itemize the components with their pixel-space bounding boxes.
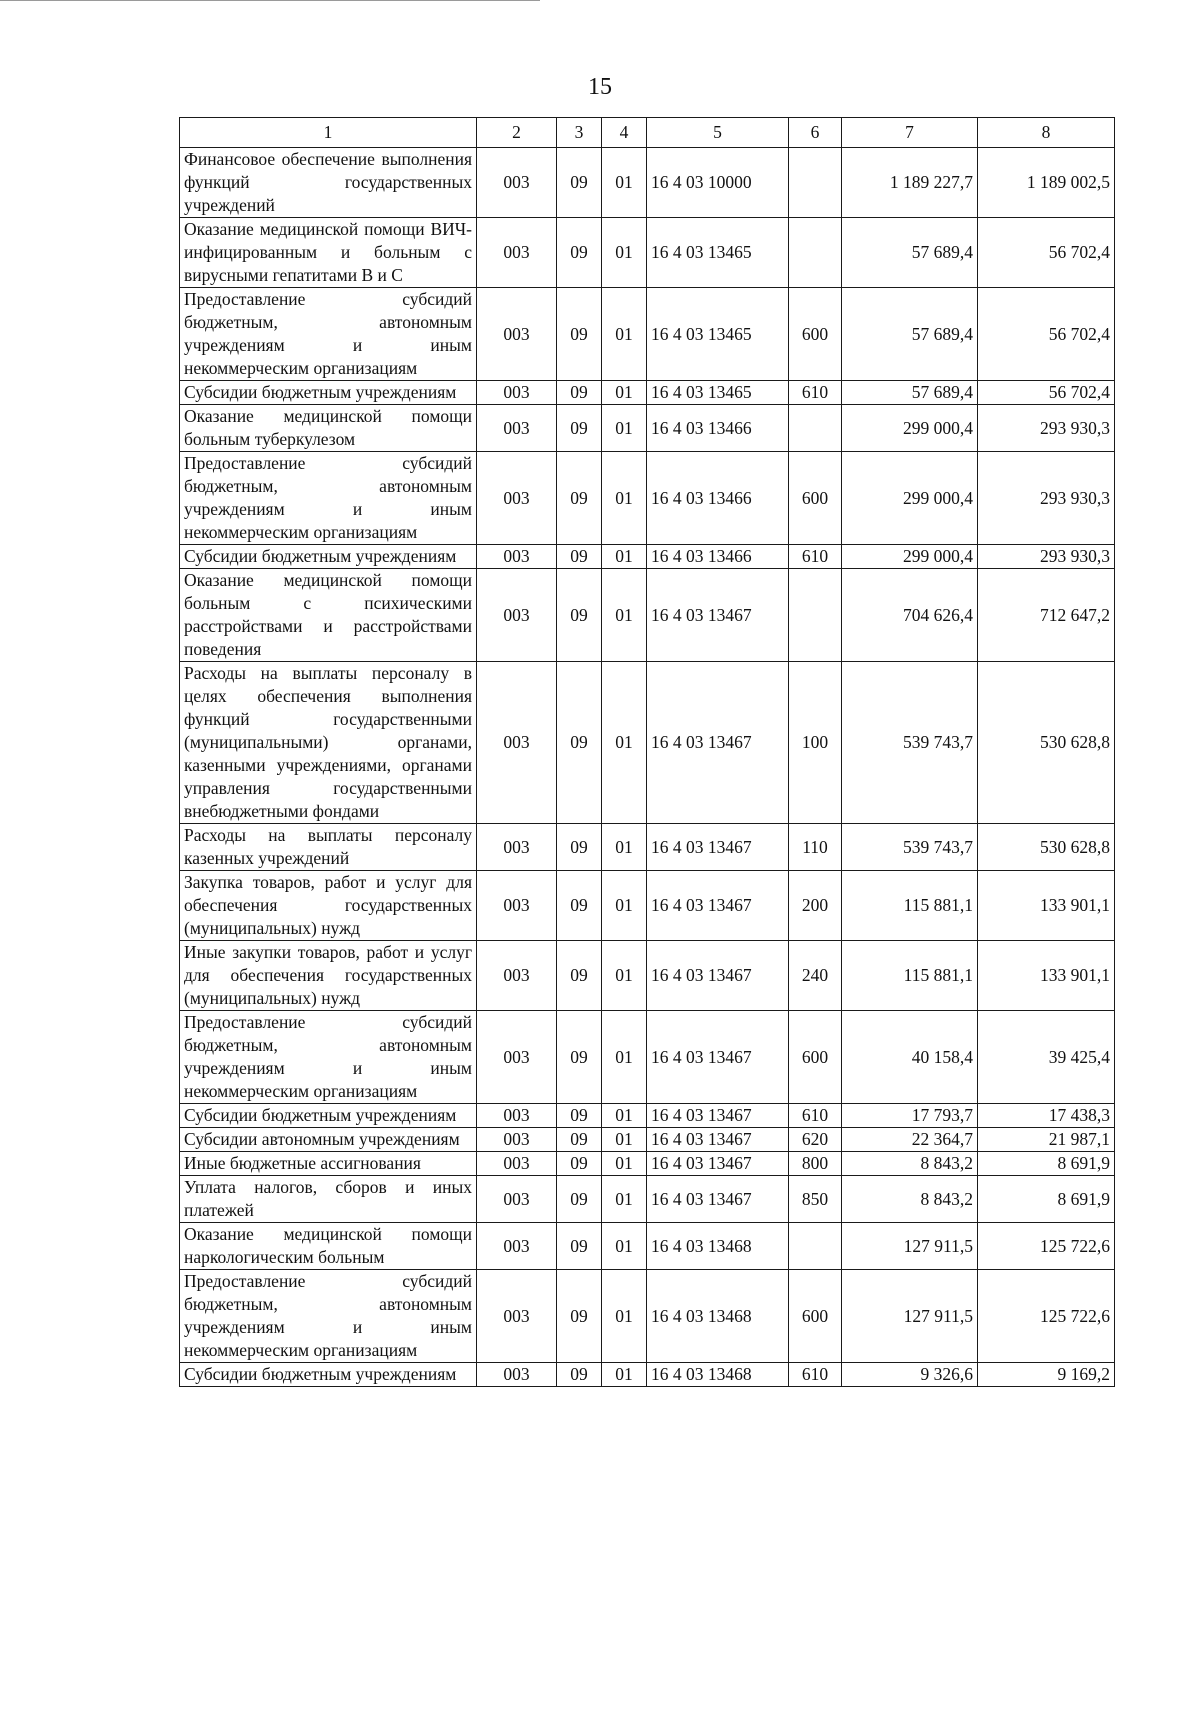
expense-type-code: 850 xyxy=(789,1176,842,1223)
section-code: 09 xyxy=(557,288,602,381)
target-article-code: 16 4 03 13465 xyxy=(647,288,789,381)
expense-type-code: 800 xyxy=(789,1152,842,1176)
ministry-code: 003 xyxy=(477,1270,557,1363)
expense-type-code xyxy=(789,148,842,218)
target-article-code: 16 4 03 13465 xyxy=(647,381,789,405)
amount-year-1: 8 843,2 xyxy=(842,1176,978,1223)
expenditure-name: Расходы на выплаты персоналу в целях обеспечения выполнения функций государственными (муниципальными) органами, казенными учреждениями, органами управления государственными внебюджетными фондами xyxy=(180,662,477,824)
expense-type-code: 200 xyxy=(789,871,842,941)
table-row xyxy=(180,1011,1115,1104)
amount-year-2: 17 438,3 xyxy=(978,1104,1115,1128)
expenditure-name: Предоставление субсидий бюджетным, автономным учреждениям и иным некоммерческим организациям xyxy=(180,452,477,545)
subsection-code: 01 xyxy=(602,1363,647,1387)
amount-year-2: 21 987,1 xyxy=(978,1128,1115,1152)
section-code: 09 xyxy=(557,1270,602,1363)
amount-year-1: 8 843,2 xyxy=(842,1152,978,1176)
amount-year-1: 115 881,1 xyxy=(842,941,978,1011)
section-code: 09 xyxy=(557,545,602,569)
expenditure-name: Субсидии бюджетным учреждениям xyxy=(180,381,477,405)
table-row xyxy=(180,1223,1115,1270)
amount-year-1: 9 326,6 xyxy=(842,1363,978,1387)
target-article-code: 16 4 03 13467 xyxy=(647,1176,789,1223)
subsection-code: 01 xyxy=(602,381,647,405)
subsection-code: 01 xyxy=(602,148,647,218)
section-code: 09 xyxy=(557,1011,602,1104)
target-article-code: 16 4 03 13466 xyxy=(647,452,789,545)
column-header: 8 xyxy=(978,118,1115,148)
ministry-code: 003 xyxy=(477,824,557,871)
ministry-code: 003 xyxy=(477,452,557,545)
table-row xyxy=(180,1176,1115,1223)
table-row xyxy=(180,871,1115,941)
ministry-code: 003 xyxy=(477,569,557,662)
expenditure-name: Уплата налогов, сборов и иных платежей xyxy=(180,1176,477,1223)
amount-year-1: 299 000,4 xyxy=(842,545,978,569)
ministry-code: 003 xyxy=(477,405,557,452)
amount-year-2: 125 722,6 xyxy=(978,1223,1115,1270)
expenditure-name: Субсидии автономным учреждениям xyxy=(180,1128,477,1152)
table-row xyxy=(180,1152,1115,1176)
expenditure-name: Предоставление субсидий бюджетным, автономным учреждениям и иным некоммерческим организациям xyxy=(180,1011,477,1104)
subsection-code: 01 xyxy=(602,824,647,871)
expense-type-code: 600 xyxy=(789,1270,842,1363)
table-row xyxy=(180,218,1115,288)
ministry-code: 003 xyxy=(477,941,557,1011)
target-article-code: 16 4 03 13466 xyxy=(647,405,789,452)
amount-year-1: 57 689,4 xyxy=(842,288,978,381)
section-code: 09 xyxy=(557,148,602,218)
amount-year-2: 133 901,1 xyxy=(978,871,1115,941)
expenditure-name: Предоставление субсидий бюджетным, автономным учреждениям и иным некоммерческим организациям xyxy=(180,288,477,381)
amount-year-2: 293 930,3 xyxy=(978,545,1115,569)
ministry-code: 003 xyxy=(477,218,557,288)
amount-year-2: 56 702,4 xyxy=(978,381,1115,405)
target-article-code: 16 4 03 13467 xyxy=(647,662,789,824)
expense-type-code: 240 xyxy=(789,941,842,1011)
amount-year-2: 56 702,4 xyxy=(978,218,1115,288)
subsection-code: 01 xyxy=(602,871,647,941)
amount-year-2: 8 691,9 xyxy=(978,1176,1115,1223)
target-article-code: 16 4 03 13467 xyxy=(647,569,789,662)
amount-year-2: 39 425,4 xyxy=(978,1011,1115,1104)
ministry-code: 003 xyxy=(477,148,557,218)
ministry-code: 003 xyxy=(477,1176,557,1223)
amount-year-1: 539 743,7 xyxy=(842,824,978,871)
expenditure-name: Субсидии бюджетным учреждениям xyxy=(180,1363,477,1387)
section-code: 09 xyxy=(557,871,602,941)
target-article-code: 16 4 03 13467 xyxy=(647,1104,789,1128)
table-row xyxy=(180,288,1115,381)
subsection-code: 01 xyxy=(602,405,647,452)
table-row xyxy=(180,1363,1115,1387)
amount-year-1: 299 000,4 xyxy=(842,405,978,452)
ministry-code: 003 xyxy=(477,1128,557,1152)
expense-type-code: 600 xyxy=(789,288,842,381)
target-article-code: 16 4 03 13466 xyxy=(647,545,789,569)
amount-year-2: 56 702,4 xyxy=(978,288,1115,381)
subsection-code: 01 xyxy=(602,1128,647,1152)
section-code: 09 xyxy=(557,1176,602,1223)
expense-type-code: 600 xyxy=(789,452,842,545)
table-row xyxy=(180,569,1115,662)
target-article-code: 16 4 03 13467 xyxy=(647,941,789,1011)
expenditure-name: Оказание медицинской помощи больным туберкулезом xyxy=(180,405,477,452)
top-divider xyxy=(0,0,540,1)
target-article-code: 16 4 03 13465 xyxy=(647,218,789,288)
expenditure-name: Иные бюджетные ассигнования xyxy=(180,1152,477,1176)
amount-year-2: 8 691,9 xyxy=(978,1152,1115,1176)
column-header: 3 xyxy=(557,118,602,148)
ministry-code: 003 xyxy=(477,1104,557,1128)
subsection-code: 01 xyxy=(602,1176,647,1223)
subsection-code: 01 xyxy=(602,1270,647,1363)
amount-year-1: 40 158,4 xyxy=(842,1011,978,1104)
expense-type-code: 110 xyxy=(789,824,842,871)
section-code: 09 xyxy=(557,662,602,824)
target-article-code: 16 4 03 13468 xyxy=(647,1363,789,1387)
section-code: 09 xyxy=(557,405,602,452)
expense-type-code: 610 xyxy=(789,1104,842,1128)
expenditure-name: Закупка товаров, работ и услуг для обеспечения государственных (муниципальных) нужд xyxy=(180,871,477,941)
table-row xyxy=(180,148,1115,218)
ministry-code: 003 xyxy=(477,545,557,569)
amount-year-1: 299 000,4 xyxy=(842,452,978,545)
budget-table xyxy=(179,117,1115,1387)
section-code: 09 xyxy=(557,1104,602,1128)
amount-year-1: 539 743,7 xyxy=(842,662,978,824)
expense-type-code xyxy=(789,569,842,662)
amount-year-2: 293 930,3 xyxy=(978,452,1115,545)
expenditure-name: Предоставление субсидий бюджетным, автономным учреждениям и иным некоммерческим организациям xyxy=(180,1270,477,1363)
column-header: 2 xyxy=(477,118,557,148)
column-header: 1 xyxy=(180,118,477,148)
table-row xyxy=(180,662,1115,824)
amount-year-1: 127 911,5 xyxy=(842,1223,978,1270)
section-code: 09 xyxy=(557,1152,602,1176)
target-article-code: 16 4 03 13467 xyxy=(647,1011,789,1104)
amount-year-2: 1 189 002,5 xyxy=(978,148,1115,218)
table-row xyxy=(180,941,1115,1011)
amount-year-1: 17 793,7 xyxy=(842,1104,978,1128)
table-row xyxy=(180,1128,1115,1152)
subsection-code: 01 xyxy=(602,1104,647,1128)
amount-year-1: 57 689,4 xyxy=(842,218,978,288)
expense-type-code: 600 xyxy=(789,1011,842,1104)
expense-type-code: 620 xyxy=(789,1128,842,1152)
table-row xyxy=(180,1270,1115,1363)
subsection-code: 01 xyxy=(602,288,647,381)
table-row xyxy=(180,545,1115,569)
expenditure-name: Оказание медицинской помощи наркологическим больным xyxy=(180,1223,477,1270)
table-row xyxy=(180,405,1115,452)
expense-type-code: 100 xyxy=(789,662,842,824)
amount-year-1: 57 689,4 xyxy=(842,381,978,405)
subsection-code: 01 xyxy=(602,452,647,545)
subsection-code: 01 xyxy=(602,1152,647,1176)
amount-year-2: 712 647,2 xyxy=(978,569,1115,662)
amount-year-1: 22 364,7 xyxy=(842,1128,978,1152)
expense-type-code xyxy=(789,218,842,288)
expenditure-name: Иные закупки товаров, работ и услуг для обеспечения государственных (муниципальных) нужд xyxy=(180,941,477,1011)
target-article-code: 16 4 03 13467 xyxy=(647,824,789,871)
table-body xyxy=(180,148,1115,1387)
table-row xyxy=(180,381,1115,405)
expenditure-name: Субсидии бюджетным учреждениям xyxy=(180,1104,477,1128)
target-article-code: 16 4 03 13468 xyxy=(647,1270,789,1363)
section-code: 09 xyxy=(557,1223,602,1270)
ministry-code: 003 xyxy=(477,1223,557,1270)
page-number: 15 xyxy=(588,74,612,100)
target-article-code: 16 4 03 13468 xyxy=(647,1223,789,1270)
amount-year-1: 115 881,1 xyxy=(842,871,978,941)
amount-year-2: 530 628,8 xyxy=(978,824,1115,871)
section-code: 09 xyxy=(557,218,602,288)
amount-year-1: 704 626,4 xyxy=(842,569,978,662)
section-code: 09 xyxy=(557,941,602,1011)
amount-year-1: 127 911,5 xyxy=(842,1270,978,1363)
section-code: 09 xyxy=(557,452,602,545)
subsection-code: 01 xyxy=(602,1223,647,1270)
table-row xyxy=(180,1104,1115,1128)
expense-type-code xyxy=(789,1223,842,1270)
table-row xyxy=(180,824,1115,871)
expenditure-name: Субсидии бюджетным учреждениям xyxy=(180,545,477,569)
subsection-code: 01 xyxy=(602,218,647,288)
target-article-code: 16 4 03 13467 xyxy=(647,1152,789,1176)
section-code: 09 xyxy=(557,1128,602,1152)
ministry-code: 003 xyxy=(477,1152,557,1176)
section-code: 09 xyxy=(557,1363,602,1387)
expense-type-code xyxy=(789,405,842,452)
column-header: 7 xyxy=(842,118,978,148)
expense-type-code: 610 xyxy=(789,545,842,569)
subsection-code: 01 xyxy=(602,569,647,662)
section-code: 09 xyxy=(557,381,602,405)
expenditure-name: Расходы на выплаты персоналу казенных учреждений xyxy=(180,824,477,871)
ministry-code: 003 xyxy=(477,1011,557,1104)
subsection-code: 01 xyxy=(602,941,647,1011)
section-code: 09 xyxy=(557,569,602,662)
subsection-code: 01 xyxy=(602,545,647,569)
subsection-code: 01 xyxy=(602,662,647,824)
expenditure-name: Оказание медицинской помощи ВИЧ-инфицированным и больным с вирусными гепатитами В и С xyxy=(180,218,477,288)
subsection-code: 01 xyxy=(602,1011,647,1104)
ministry-code: 003 xyxy=(477,1363,557,1387)
ministry-code: 003 xyxy=(477,288,557,381)
amount-year-2: 133 901,1 xyxy=(978,941,1115,1011)
column-header: 4 xyxy=(602,118,647,148)
ministry-code: 003 xyxy=(477,381,557,405)
header-row xyxy=(180,118,1115,148)
target-article-code: 16 4 03 10000 xyxy=(647,148,789,218)
column-header: 5 xyxy=(647,118,789,148)
amount-year-2: 293 930,3 xyxy=(978,405,1115,452)
amount-year-1: 1 189 227,7 xyxy=(842,148,978,218)
expense-type-code: 610 xyxy=(789,1363,842,1387)
amount-year-2: 9 169,2 xyxy=(978,1363,1115,1387)
table-row xyxy=(180,452,1115,545)
column-header: 6 xyxy=(789,118,842,148)
ministry-code: 003 xyxy=(477,662,557,824)
target-article-code: 16 4 03 13467 xyxy=(647,1128,789,1152)
target-article-code: 16 4 03 13467 xyxy=(647,871,789,941)
expenditure-name: Оказание медицинской помощи больным с психическими расстройствами и расстройствами поведения xyxy=(180,569,477,662)
section-code: 09 xyxy=(557,824,602,871)
amount-year-2: 530 628,8 xyxy=(978,662,1115,824)
expenditure-name: Финансовое обеспечение выполнения функций государственных учреждений xyxy=(180,148,477,218)
ministry-code: 003 xyxy=(477,871,557,941)
expense-type-code: 610 xyxy=(789,381,842,405)
amount-year-2: 125 722,6 xyxy=(978,1270,1115,1363)
